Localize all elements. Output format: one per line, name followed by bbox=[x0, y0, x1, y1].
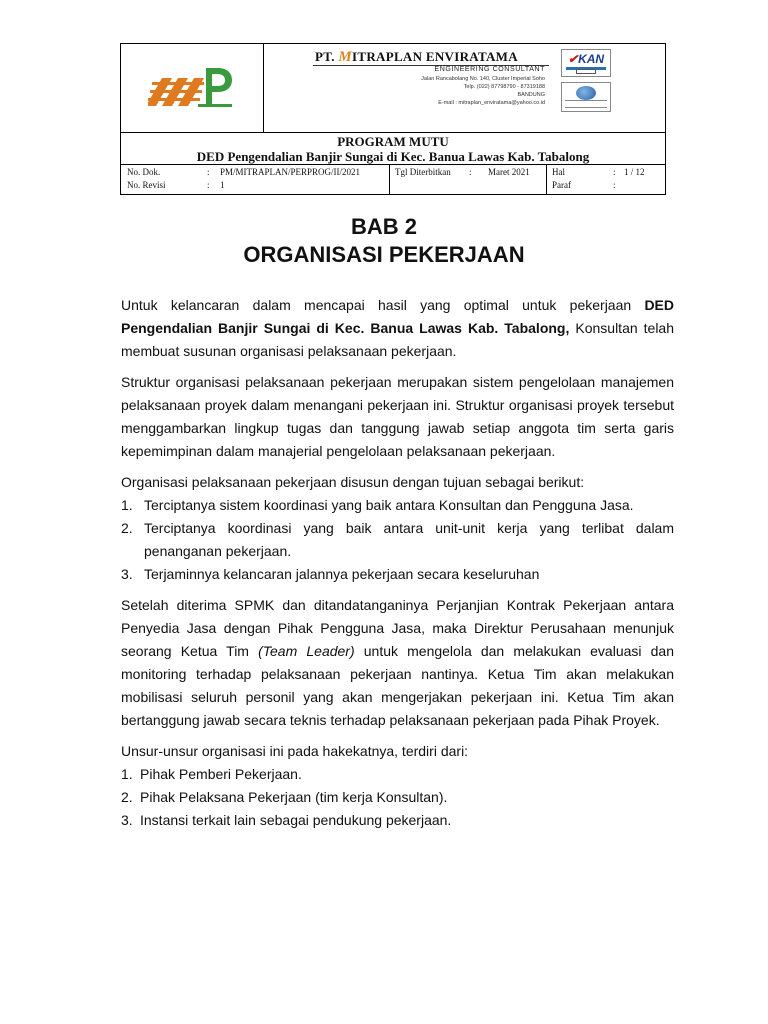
kan-certification-icon bbox=[561, 49, 611, 77]
address-line: Jalan Rancabolang No. 140, Cluster Imperial Soho bbox=[421, 76, 545, 82]
doc-no-colon: : bbox=[207, 167, 210, 177]
list-item: 2. Pihak Pelaksana Pekerjaan (tim kerja Konsultan). bbox=[121, 789, 448, 805]
city-line: BANDUNG bbox=[517, 92, 545, 98]
paragraph-structure: Struktur organisasi pelaksanaan pekerjaan merupakan sistem pengelolaan manajemen pelaksanaan proyek dalam menangani pekerjaan ini. Struktur organisasi proyek tersebut menggambarkan lingkup tugas dan tanggung jawab setiap anggota tim serta garis kepemimpinan dalam manajerial pengelolaan pelaksanaan pekerjaan. bbox=[121, 374, 674, 459]
company-name-rest: ITRAPLAN ENVIRATAMA bbox=[352, 49, 518, 64]
ims-certification-icon bbox=[561, 82, 611, 112]
company-info-cell bbox=[263, 44, 665, 132]
company-name bbox=[315, 49, 518, 66]
company-subtitle: ENGINEERING CONSULTANT bbox=[434, 66, 545, 73]
elements-list bbox=[121, 763, 674, 832]
list-item: 3. Terjaminnya kelancaran jalannya pekerjaan secara keseluruhan bbox=[121, 566, 540, 582]
program-title: PROGRAM MUTU bbox=[337, 134, 449, 149]
revision-label: No. Revisi bbox=[127, 180, 166, 190]
logo-cell bbox=[121, 44, 264, 132]
team-leader-italic: (Team Leader) bbox=[258, 643, 355, 659]
header-top-row bbox=[121, 44, 665, 133]
meta-separator bbox=[546, 164, 547, 195]
kan-foot bbox=[576, 69, 596, 74]
company-name-initial: M bbox=[338, 49, 353, 65]
paragraph-team-leader: Setelah diterima SPMK dan ditandatanganinya Perjanjian Kontrak Pekerjaan antara Penyedia Jasa dengan Pihak Pengguna Jasa, maka Direktur Perusahaan menunjuk seorang Ketua Tim (Team Leader) untuk mengelola dan melakukan evaluasi dan monitoring terhadap pelaksanaan pekerjaan nantinya. Ketua Tim akan melakukan mobilisasi seluruh personil yang akan mengerjakan pekerjaan ini. Ketua Tim akan bertanggung jawab secara teknis terhadap pelaksanaan pekerjaan pada Pihak Proyek. bbox=[121, 597, 674, 728]
page-label: Hal bbox=[552, 167, 565, 177]
chapter-heading bbox=[0, 213, 768, 269]
list-item: 3. Instansi terkait lain sebagai pendukung pekerjaan. bbox=[121, 812, 452, 828]
paragraph-intro: Untuk kelancaran dalam mencapai hasil yang optimal untuk pekerjaan DED Pengendalian Banjir Sungai di Kec. Banua Lawas Kab. Tabalong, Konsultan telah membuat susunan organisasi pelaksanaan pekerjaan. bbox=[121, 297, 674, 359]
chapter-number: BAB 2 bbox=[350, 214, 417, 239]
issued-label: Tgl Diterbitkan bbox=[395, 167, 451, 177]
paragraph-elements-intro: Unsur-unsur organisasi ini pada hakekatnya, terdiri dari: bbox=[121, 743, 469, 759]
revision-colon: : bbox=[207, 180, 210, 190]
page-value: 1 / 12 bbox=[624, 167, 645, 177]
doc-no-value: PM/MITRAPLAN/PERPROG/II/2021 bbox=[220, 167, 361, 177]
list-item: 1. Terciptanya sistem koordinasi yang baik antara Konsultan dan Pengguna Jasa. bbox=[121, 497, 634, 513]
ims-text-lines bbox=[565, 100, 607, 108]
issued-colon: : bbox=[469, 167, 472, 177]
document-header bbox=[120, 43, 666, 195]
chapter-title: ORGANISASI PEKERJAAN bbox=[243, 242, 525, 267]
paraf-colon: : bbox=[613, 180, 616, 190]
paragraph-goals-intro: Organisasi pelaksanaan pekerjaan disusun dengan tujuan sebagai berikut: bbox=[121, 474, 585, 490]
meta-separator bbox=[389, 164, 390, 195]
header-meta-row bbox=[121, 164, 665, 195]
project-title: DED Pengendalian Banjir Sungai di Kec. Banua Lawas Kab. Tabalong bbox=[196, 149, 590, 164]
issued-value: Maret 2021 bbox=[488, 167, 530, 177]
globe-icon bbox=[576, 86, 596, 100]
project-name-bold: DED Pengendalian Banjir Sungai di Kec. Banua Lawas Kab. Tabalong, bbox=[121, 297, 674, 336]
company-logo-icon bbox=[148, 66, 234, 110]
company-prefix: PT. bbox=[315, 49, 335, 64]
email-line: E-mail : mitraplan_enviratama@yahoo.co.id bbox=[438, 100, 545, 106]
phone-line: Telp. (022) 87798790 - 87319188 bbox=[463, 84, 545, 90]
paraf-label: Paraf bbox=[552, 180, 571, 190]
page-colon: : bbox=[613, 167, 616, 177]
list-item: 1. Pihak Pemberi Pekerjaan. bbox=[121, 766, 302, 782]
goals-list bbox=[121, 494, 674, 586]
company-address bbox=[421, 75, 545, 107]
doc-no-label: No. Dok. bbox=[127, 167, 161, 177]
header-title-row bbox=[121, 132, 665, 165]
body-content bbox=[121, 294, 674, 840]
kan-label: ✔KAN bbox=[568, 52, 605, 66]
revision-value: 1 bbox=[220, 180, 225, 190]
list-item: 2. Terciptanya koordinasi yang baik antara unit-unit kerja yang terlibat dalam penanganan pekerjaan. bbox=[121, 520, 674, 559]
